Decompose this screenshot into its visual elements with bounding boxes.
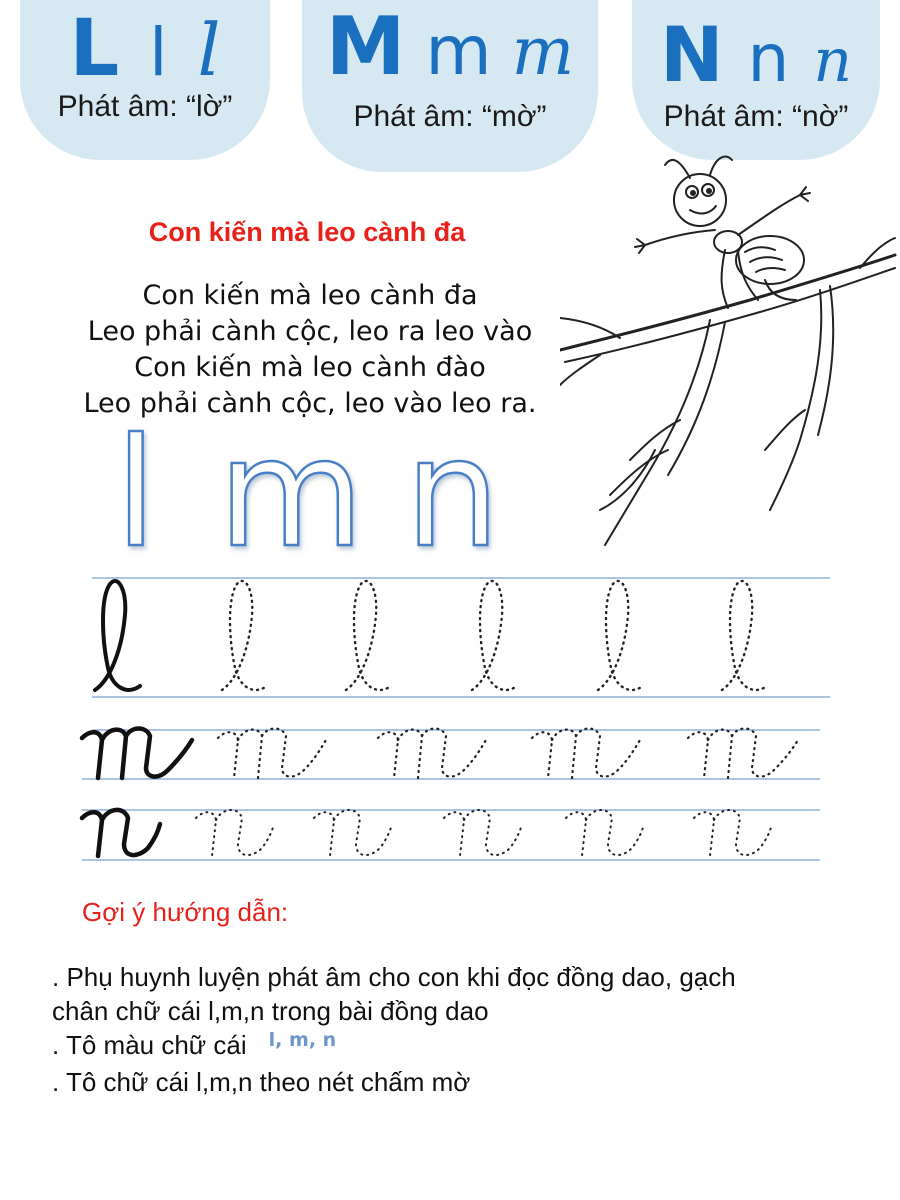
poem-line: Con kiến mà leo cành đa <box>142 280 478 311</box>
cursive-l: l <box>197 8 221 92</box>
letter-card-l <box>20 0 270 160</box>
cursive-l-trace <box>722 581 767 690</box>
cursive-m-trace <box>218 729 326 779</box>
pronunciation-l: Phát âm: “lờ” <box>57 90 233 123</box>
cursive-n-trace <box>444 810 522 856</box>
cursive-n-trace <box>694 810 772 856</box>
cursive-m-trace <box>688 729 798 779</box>
cursive-n-trace <box>314 810 392 856</box>
outline-letter-n: n <box>405 425 501 570</box>
lowercase-l: l <box>149 14 168 91</box>
poem-text <box>50 278 570 422</box>
lowercase-m: m <box>425 12 492 91</box>
cursive-n: n <box>813 26 853 96</box>
instruction-line <box>52 1028 852 1065</box>
ant-on-branch-illustration <box>560 150 900 550</box>
instruction-line: chân chữ cái l,m,n trong bài đồng dao <box>52 996 489 1026</box>
cursive-m: m <box>511 13 575 90</box>
letter-card-m <box>302 0 598 172</box>
letter-card-n <box>632 0 880 160</box>
lowercase-n: n <box>747 20 790 97</box>
cursive-l-trace <box>598 581 643 690</box>
cursive-l-model <box>95 581 140 690</box>
cursive-n-trace <box>566 810 644 856</box>
uppercase-l: L <box>69 4 120 94</box>
outline-letter-l: l <box>115 425 157 570</box>
cursive-n-trace <box>196 810 274 856</box>
handwriting-practice <box>0 560 900 880</box>
instructions <box>52 960 852 1099</box>
outline-letter-m: m <box>218 425 365 570</box>
instruction-line: . Tô chữ cái l,m,n theo nét chấm mờ <box>52 1067 471 1097</box>
cursive-m-trace <box>532 729 640 779</box>
uppercase-n: N <box>659 10 724 99</box>
cursive-l-trace <box>472 581 517 690</box>
color-sample-letters: l, m, n <box>268 1029 337 1051</box>
uppercase-m: M <box>325 0 406 93</box>
poem-line: Leo phải cành cộc, leo ra leo vào <box>87 316 533 347</box>
pronunciation-n: Phát âm: “nờ” <box>663 100 849 133</box>
cursive-l-trace <box>222 581 267 690</box>
outline-letters-group <box>100 425 530 570</box>
poem-line: Con kiến mà leo cành đào <box>134 352 486 383</box>
instruction-color-text: . Tô màu chữ cái <box>52 1030 247 1060</box>
cursive-n-model <box>82 810 160 856</box>
poem-line: Leo phải cành cộc, leo vào leo ra. <box>83 388 537 419</box>
cursive-l-trace <box>346 581 391 690</box>
cursive-m-trace <box>378 729 486 779</box>
pronunciation-m: Phát âm: “mờ” <box>353 100 547 133</box>
hint-title: Gợi ý hướng dẫn: <box>82 897 289 927</box>
instruction-line: . Phụ huynh luyện phát âm cho con khi đọc đồng dao, gạch <box>52 962 736 992</box>
poem-title: Con kiến mà leo cành đa <box>148 217 466 247</box>
cursive-m-model <box>82 729 192 779</box>
